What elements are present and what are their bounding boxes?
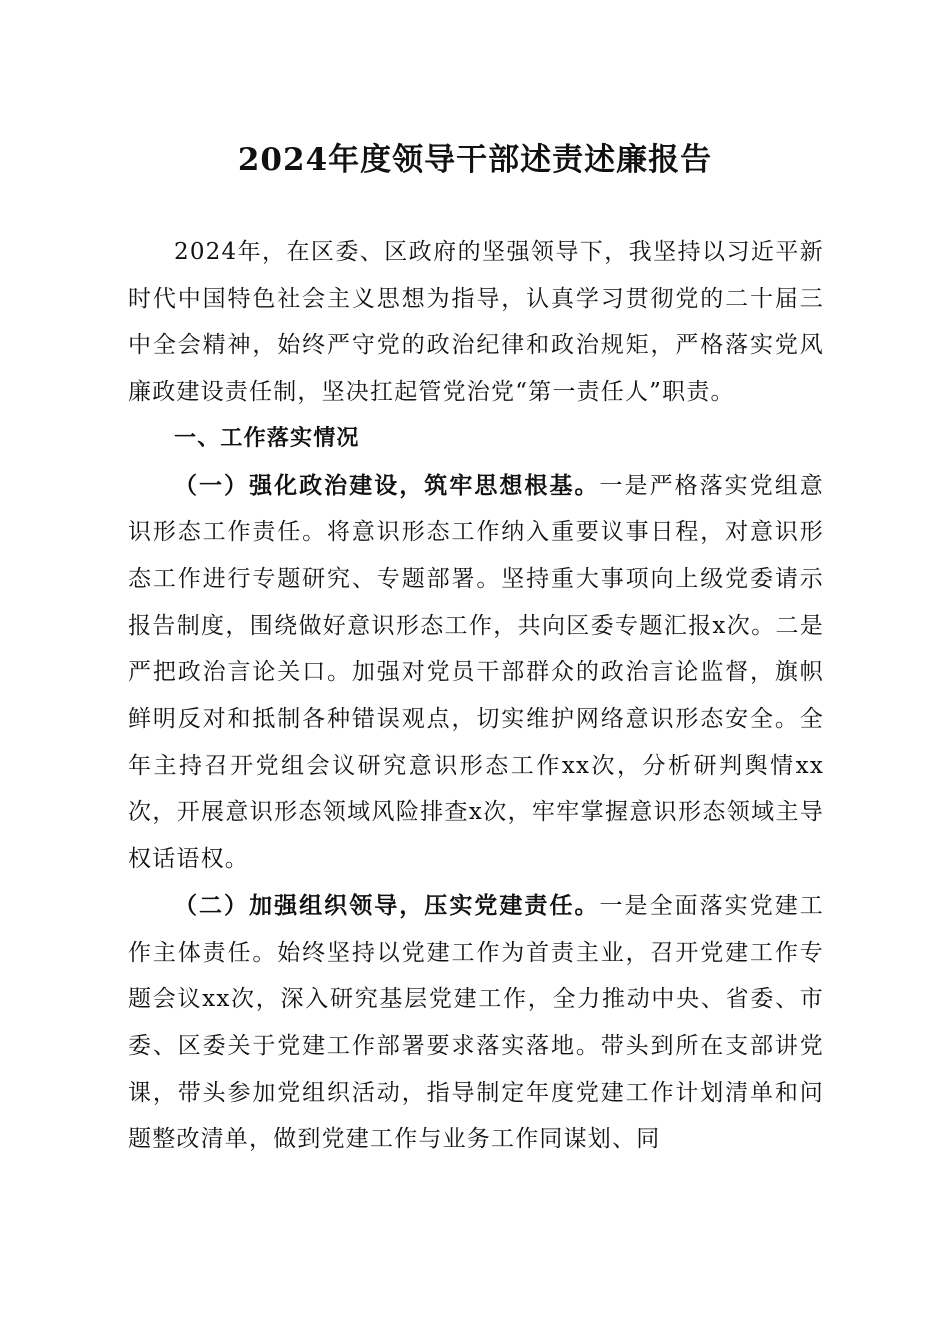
item-2-lead: （二）加强组织领导，压实党建责任。 [174, 891, 600, 919]
document-title: 2024年度领导干部述责述廉报告 [237, 142, 713, 178]
intro-paragraph: 2024年，在区委、区政府的坚强领导下，我坚持以习近平新时代中国特色社会主义思想为指导，认真学习贯彻党的二十届三中全会精神，始终严守党的政治纪律和政治规矩，严格落实党风廉政建设责任制，坚决扛起管党治党“第一责任人”职责。 [128, 239, 824, 406]
item-1-text: 一是严格落实党组意识形态工作责任。将意识形态工作纳入重要议事日程，对意识形态工作进行专题研究、专题部署。坚持重大事项向上级党委请示报告制度，围绕做好意识形态工作，共向区委专题汇报x次。二是严把政治言论关口。加强对党员干部群众的政治言论监督，旗帜鲜明反对和抵制各种错误观点，切实维护网络意识形态安全。全年主持召开党组会议研究意识形态工作xx次，分析研判舆情xx次，开展意识形态领域风险排查x次，牢牢掌握意识形态领域主导权话语权。 [128, 472, 824, 873]
section-heading: 一、工作落实情况 [174, 425, 360, 451]
item-1-lead: （一）强化政治建设，筑牢思想根基。 [174, 471, 600, 499]
document-body [128, 229, 824, 1163]
item-paragraph-1 [128, 463, 824, 883]
item-paragraph-2 [128, 883, 824, 1163]
item-2-text: 一是全面落实党建工作主体责任。始终坚持以党建工作为首责主业，召开党建工作专题会议xx次，深入研究基层党建工作，全力推动中央、省委、市委、区委关于党建工作部署要求落实落地。带头到所在支部讲党课，带头参加党组织活动，指导制定年度党建工作计划清单和问题整改清单，做到党建工作与业务工作同谋划、同 [128, 892, 824, 1153]
